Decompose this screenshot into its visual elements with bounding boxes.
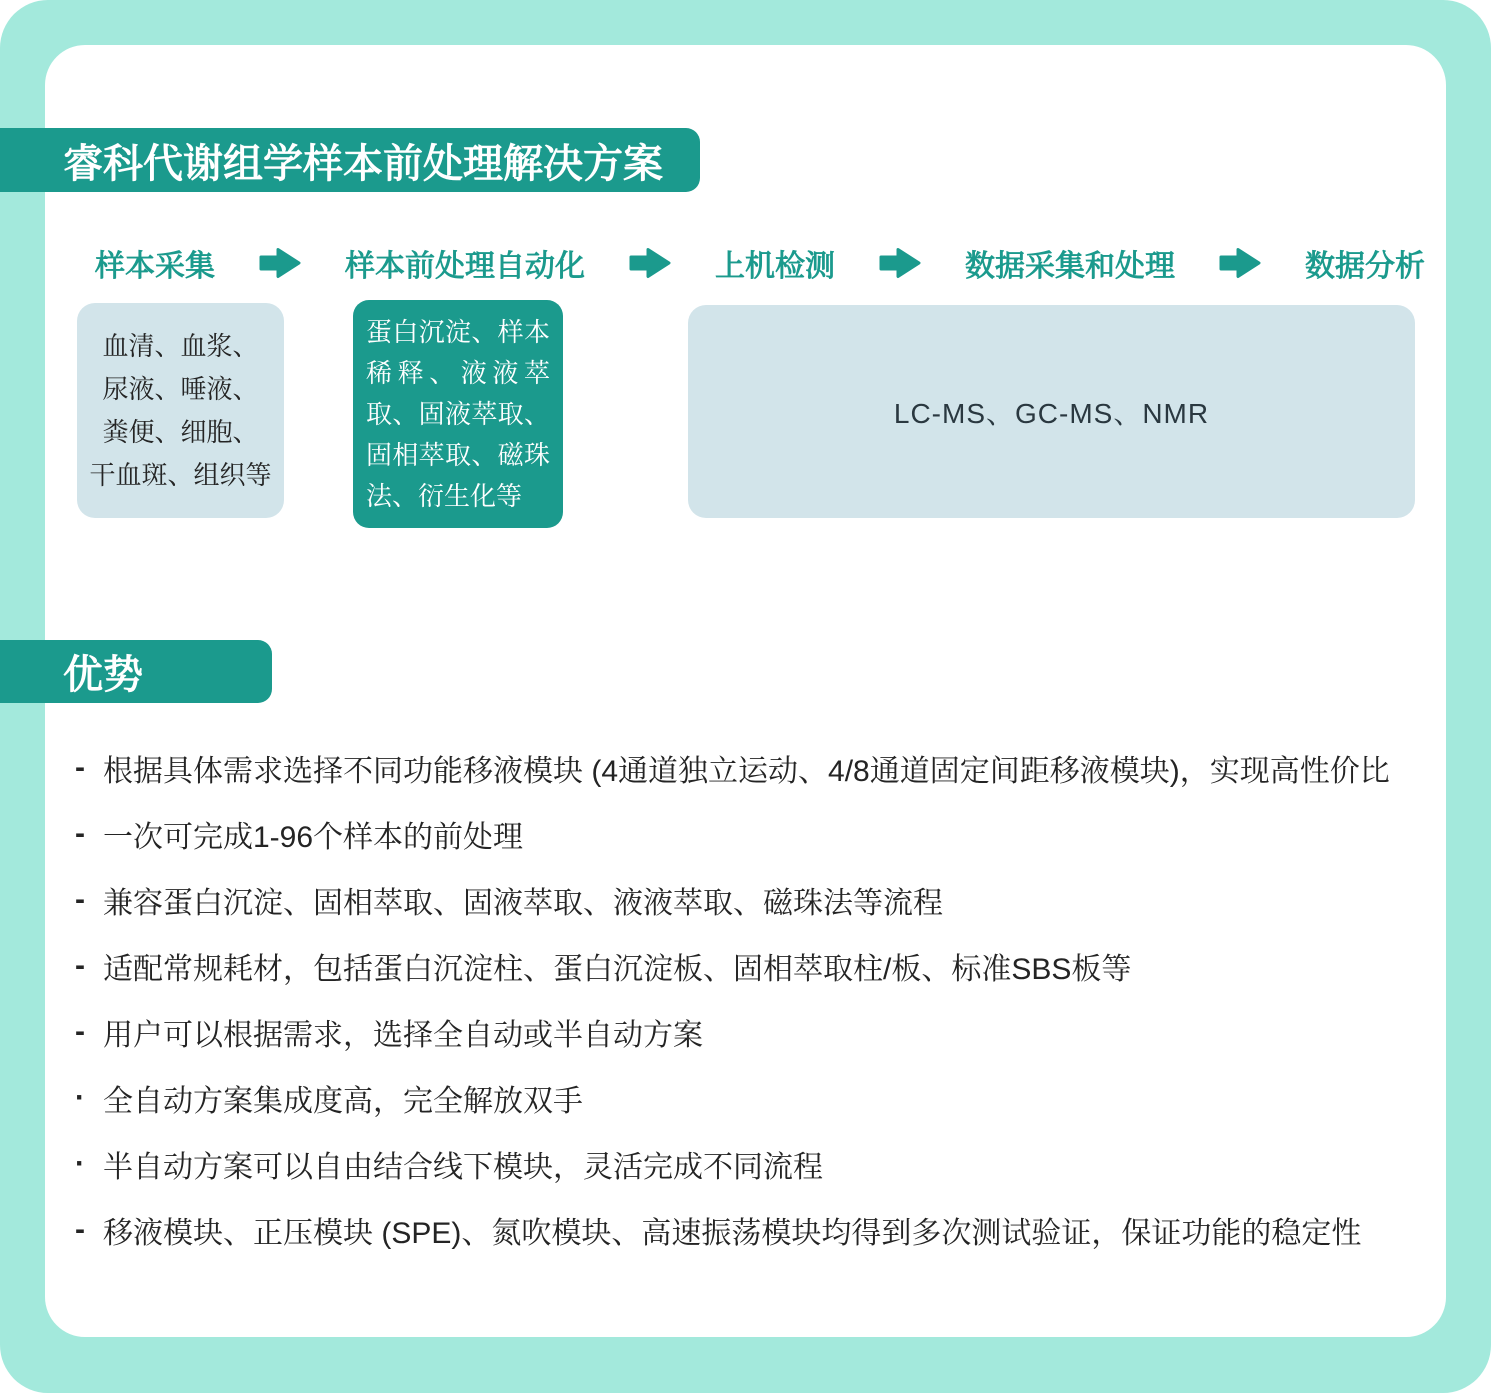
workflow-row [95, 240, 1425, 286]
advantage-text: 用户可以根据需求，选择全自动或半自动方案 [103, 1019, 703, 1052]
list-item [75, 1065, 1445, 1131]
list-item [75, 1131, 1445, 1197]
sample-types-box [77, 303, 284, 518]
workflow-step-data-analysis: 数据分析 [1305, 250, 1425, 283]
page-title: 睿科代谢组学样本前处理解决方案 [63, 141, 663, 186]
advantages-list [75, 735, 1445, 1263]
advantage-text: 移液模块、正压模块 (SPE)、氮吹模块、高速振荡模块均得到多次测试验证，保证功能的稳定性 [103, 1217, 1362, 1250]
workflow-step-sample-collection: 样本采集 [95, 250, 215, 283]
bullet-marker: - [75, 1213, 85, 1246]
advantage-text: 半自动方案可以自由结合线下模块，灵活完成不同流程 [103, 1151, 823, 1184]
right-arrow-icon [258, 246, 302, 280]
list-item [75, 1197, 1445, 1263]
pretreatment-methods-text: 蛋白沉淀、样本稀释、液液萃取、固液萃取、固相萃取、磁珠法、衍生化等 [366, 316, 550, 511]
list-item [75, 867, 1445, 933]
bullet-marker: - [75, 751, 85, 784]
list-item [75, 999, 1445, 1065]
workflow-step-pretreatment-automation: 样本前处理自动化 [345, 250, 585, 283]
sample-types-line: 干血斑、组织等 [89, 459, 272, 490]
advantage-text: 适配常规耗材，包括蛋白沉淀柱、蛋白沉淀板、固相萃取柱/板、标准SBS板等 [103, 953, 1132, 986]
sample-types-line: 粪便、细胞、 [102, 416, 259, 447]
bullet-marker: - [75, 1015, 85, 1048]
bullet-marker: · [75, 1081, 85, 1114]
advantages-title: 优势 [63, 653, 143, 697]
workflow-step-instrument-detection: 上机检测 [715, 250, 835, 283]
right-arrow-icon [628, 246, 672, 280]
list-item [75, 933, 1445, 999]
list-item [75, 735, 1445, 801]
detection-methods-text: LC-MS、GC-MS、NMR [893, 397, 1210, 429]
bullet-marker: - [75, 883, 85, 916]
page-title-banner [0, 128, 700, 192]
sample-types-line: 尿液、唾液、 [102, 373, 259, 404]
advantage-text: 兼容蛋白沉淀、固相萃取、固液萃取、液液萃取、磁珠法等流程 [103, 887, 943, 920]
list-item [75, 801, 1445, 867]
pretreatment-methods-box [353, 300, 563, 528]
advantage-text: 全自动方案集成度高，完全解放双手 [103, 1085, 583, 1118]
advantages-banner [0, 640, 272, 703]
right-arrow-icon [1218, 246, 1262, 280]
right-arrow-icon [878, 246, 922, 280]
bullet-marker: - [75, 949, 85, 982]
advantage-text: 根据具体需求选择不同功能移液模块 (4通道独立运动、4/8通道固定间距移液模块)，实现高性价比 [103, 755, 1390, 788]
workflow-step-data-acquisition: 数据采集和处理 [965, 250, 1175, 283]
sample-types-line: 血清、血浆、 [102, 330, 259, 361]
bullet-marker: · [75, 1147, 85, 1180]
advantage-text: 一次可完成1-96个样本的前处理 [103, 821, 524, 854]
detection-methods-box [688, 305, 1415, 518]
bullet-marker: - [75, 817, 85, 850]
